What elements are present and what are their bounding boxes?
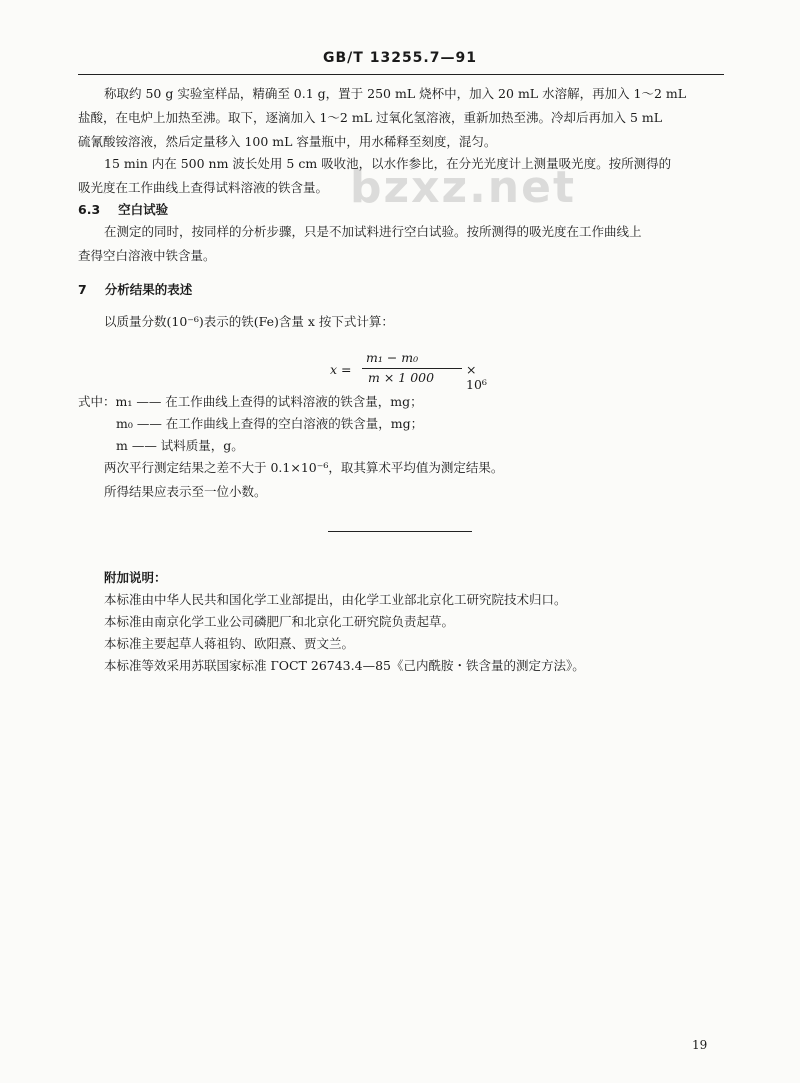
section-title: 分析结果的表述 xyxy=(104,282,193,297)
section-heading-6-3 xyxy=(78,202,168,218)
section-number: 7 xyxy=(78,282,87,297)
section-title: 空白试验 xyxy=(118,202,169,217)
section-number: 6.3 xyxy=(78,202,101,217)
fraction-bar xyxy=(362,368,462,369)
note-line: 本标准等效采用苏联国家标准 ГОСТ 26743.4—85《己内酰胺・铁含量的测定方法》。 xyxy=(104,658,585,673)
paragraph-line: 硫氰酸铵溶液，然后定量移入 100 mL 容量瓶中，用水稀释至刻度，混匀。 xyxy=(78,134,497,149)
where-line: m —— 试料质量，g。 xyxy=(116,438,244,453)
header-rule xyxy=(78,74,724,75)
paragraph-line: 查得空白溶液中铁含量。 xyxy=(78,248,216,263)
paragraph-line: 在测定的同时，按同样的分析步骤，只是不加试料进行空白试验。按所测得的吸光度在工作曲线上 xyxy=(104,224,642,239)
formula-lhs: x = xyxy=(330,362,352,377)
notes-title: 附加说明： xyxy=(104,570,167,585)
where-line: 式中：m₁ —— 在工作曲线上查得的试料溶液的铁含量，mg； xyxy=(78,394,423,409)
note-line: 本标准主要起草人蒋祖钧、欧阳熹、贾文兰。 xyxy=(104,636,355,651)
formula xyxy=(330,350,490,390)
formula-denominator: m × 1 000 xyxy=(368,370,435,385)
formula-numerator: m₁ − m₀ xyxy=(366,350,419,365)
formula-multiplier: × 10⁶ xyxy=(466,362,487,392)
paragraph-line: 15 min 内在 500 nm 波长处用 5 cm 吸收池，以水作参比，在分光光度计上测量吸光度。按所测得的 xyxy=(104,156,672,171)
paragraph-line: 吸光度在工作曲线上查得试料溶液的铁含量。 xyxy=(78,180,329,195)
watermark: bzxz.net xyxy=(350,162,577,213)
paragraph-line: 两次平行测定结果之差不大于 0.1×10⁻⁶，取其算术平均值为测定结果。 xyxy=(104,460,504,475)
note-line: 本标准由中华人民共和国化学工业部提出，由化学工业部北京化工研究院技术归口。 xyxy=(104,592,567,607)
note-line: 本标准由南京化学工业公司磷肥厂和北京化工研究院负责起草。 xyxy=(104,614,455,629)
paragraph-line: 所得结果应表示至一位小数。 xyxy=(104,484,267,499)
page-number: 19 xyxy=(692,1038,708,1052)
paragraph-line: 盐酸，在电炉上加热至沸。取下，逐滴加入 1～2 mL 过氧化氢溶液，重新加热至沸。冷却后再加入 5 mL xyxy=(78,110,663,125)
separator-rule xyxy=(328,531,472,532)
page-header: GB/T 13255.7—91 xyxy=(323,50,477,66)
paragraph-line: 称取约 50 g 实验室样品，精确至 0.1 g，置于 250 mL 烧杯中，加入 20 mL 水溶解，再加入 1～2 mL xyxy=(104,86,687,101)
where-line: m₀ —— 在工作曲线上查得的空白溶液的铁含量，mg； xyxy=(116,416,424,431)
paragraph-line: 以质量分数(10⁻⁶)表示的铁(Fe)含量 x 按下式计算： xyxy=(104,314,394,329)
section-heading-7 xyxy=(78,282,192,298)
